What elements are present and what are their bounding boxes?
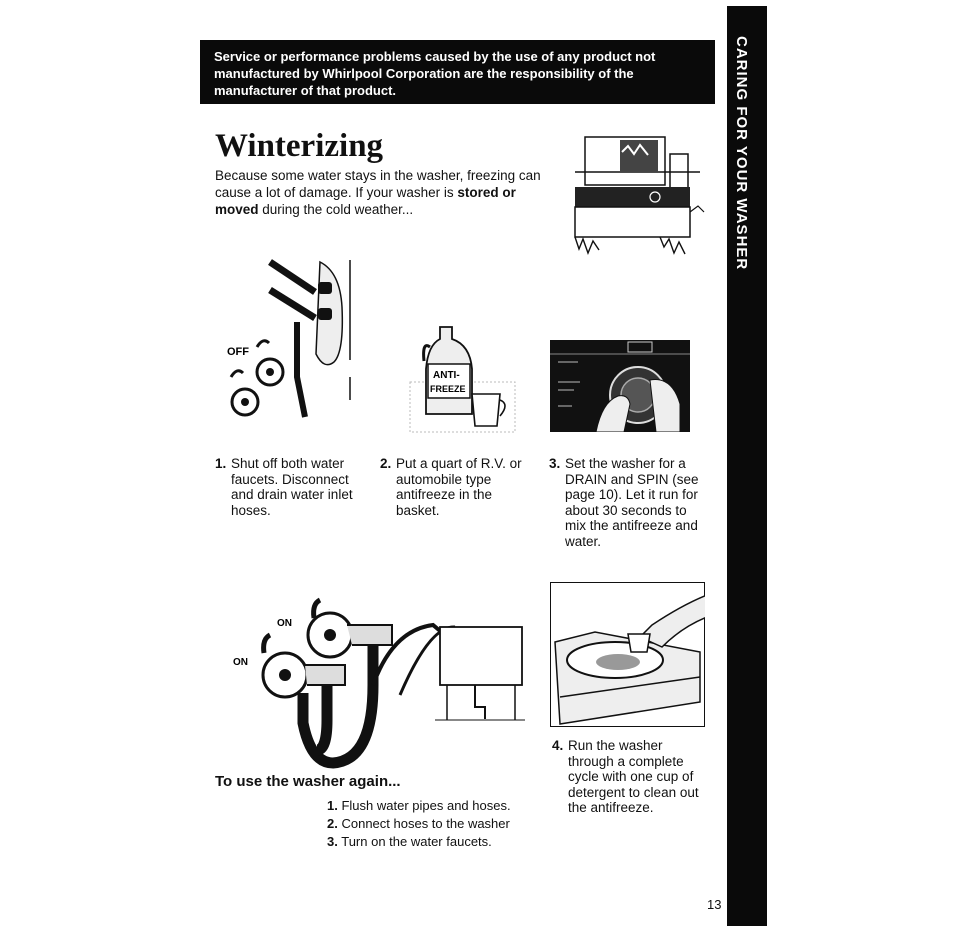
step-1 [215,456,365,518]
on-label-top: ON [277,618,292,629]
intro-text-after: during the cold weather... [258,202,414,217]
step-number: 4. [552,738,564,753]
list-item-number: 2. [327,816,338,831]
jug-label-line2: FREEZE [430,384,466,394]
list-item [327,815,511,833]
reuse-heading: To use the washer again... [215,773,401,790]
list-item-text: Turn on the water faucets. [341,834,492,849]
list-item-text: Connect hoses to the washer [341,816,510,831]
step-3 [549,456,709,549]
antifreeze-jug-illustration [400,322,525,437]
step-text: Set the washer for a DRAIN and SPIN (see page 10). Let it run for about 30 seconds to mix the antifreeze and water. [565,456,699,549]
page-number: 13 [707,897,722,912]
step-number: 1. [215,456,227,471]
jug-label-line1: ANTI- [433,370,460,381]
step-text: Shut off both water faucets. Disconnect and drain water inlet hoses. [231,456,353,518]
step-text: Put a quart of R.V. or automobile type antifreeze in the basket. [396,456,522,518]
control-dial-illustration [550,340,690,432]
notice-box [200,40,715,104]
step-number: 2. [380,456,392,471]
detergent-washer-illustration [550,582,705,727]
reuse-list [327,797,511,851]
section-side-tab [727,6,767,926]
list-item [327,797,511,815]
notice-text: Service or performance problems caused by the use of any product not manufactured by Whirlpool Corporation are the responsibility of the manufacturer of that product. [214,49,656,98]
list-item-number: 1. [327,798,338,813]
off-label: OFF [227,346,249,358]
intro-paragraph [215,167,555,218]
list-item-text: Flush water pipes and hoses. [341,798,511,813]
faucet-off-illustration [225,252,360,437]
step-text: Run the washer through a complete cycle with one cup of detergent to clean out the antifreeze. [568,738,699,815]
intro-text-before: Because some water stays in the washer, freezing can cause a lot of damage. If your washer is [215,168,541,200]
on-label-bottom: ON [233,657,248,668]
intro-bold: stored or moved [215,185,516,217]
list-item [327,833,511,851]
step-2 [380,456,530,518]
list-item-number: 3. [327,834,338,849]
step-4 [552,738,702,816]
frozen-washer-illustration [560,132,710,260]
faucet-on-illustration [225,585,530,770]
step-number: 3. [549,456,561,471]
page-title: Winterizing [215,128,384,164]
side-tab-label: CARING FOR YOUR WASHER [733,36,750,271]
